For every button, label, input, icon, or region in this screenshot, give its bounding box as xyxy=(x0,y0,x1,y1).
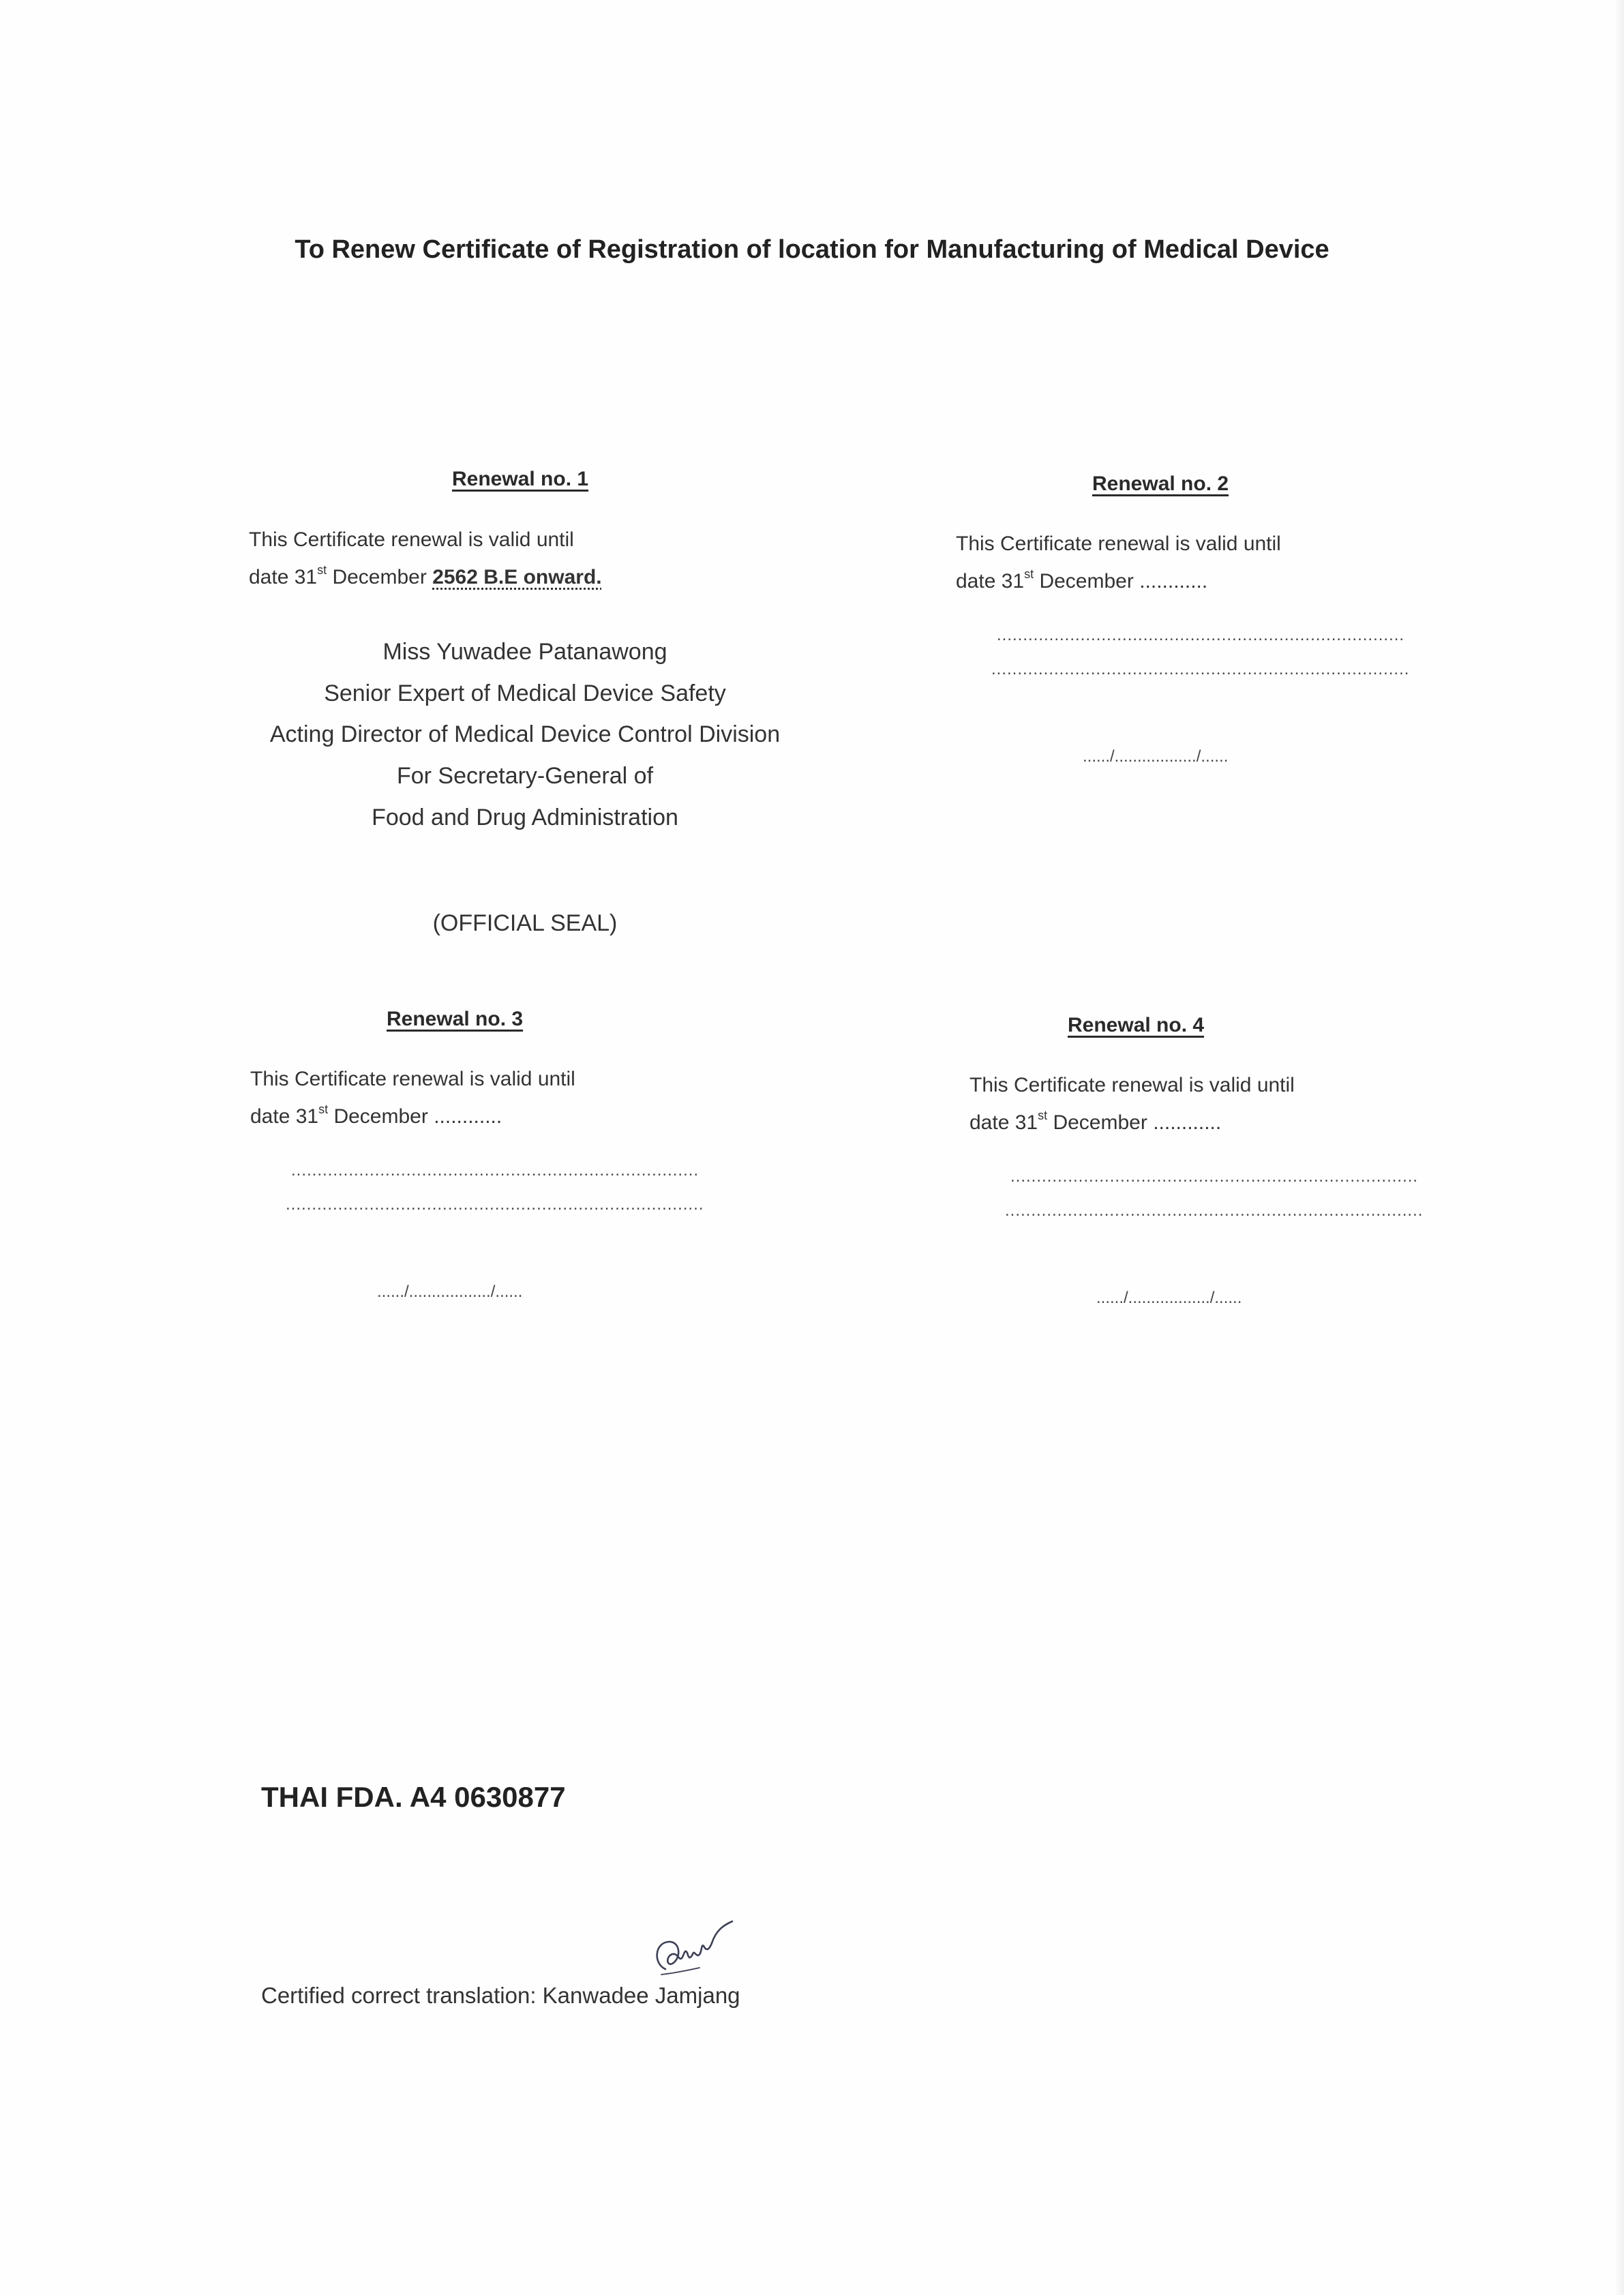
renewal-valid-label-3: This Certificate renewal is valid until xyxy=(250,1068,575,1090)
date-slots: ....../................../...... xyxy=(1096,1289,1242,1307)
date-ordinal: st xyxy=(1038,1109,1048,1122)
date-ordinal: st xyxy=(1024,567,1034,581)
date-value: 2562 B.E onward. xyxy=(432,566,602,588)
document-title: To Renew Certificate of Registration of location for Manufacturing of Medical Device xyxy=(295,235,1329,264)
signer-title-3: For Secretary-General of xyxy=(396,763,654,789)
date-value: ............ xyxy=(1139,570,1208,592)
signature-line-2: ................................................................................ xyxy=(991,660,1410,678)
date-prefix: date 31 xyxy=(969,1111,1038,1134)
date-value: ............ xyxy=(434,1105,502,1128)
signature-line-1: .............................................................................. xyxy=(1010,1167,1419,1186)
renewal-heading-4: Renewal no. 4 xyxy=(1068,1014,1205,1036)
date-ordinal: st xyxy=(317,563,327,577)
date-month: December xyxy=(1053,1111,1147,1134)
official-seal-note: (OFFICIAL SEAL) xyxy=(432,910,618,936)
reference-number: THAI FDA. A4 0630877 xyxy=(261,1781,566,1813)
signer-name: Miss Yuwadee Patanawong xyxy=(382,639,667,665)
signer-title-2: Acting Director of Medical Device Control Division xyxy=(269,721,781,747)
date-value: ............ xyxy=(1153,1111,1222,1134)
page-edge-shadow xyxy=(1614,0,1624,2295)
handwritten-signature-icon xyxy=(646,1916,749,1991)
date-ordinal: st xyxy=(318,1102,329,1116)
renewal-valid-label-2: This Certificate renewal is valid until xyxy=(956,532,1281,555)
renewal-valid-date-2 xyxy=(956,567,1208,593)
signature-line-1: .............................................................................. xyxy=(291,1161,700,1180)
renewal-valid-label-4: This Certificate renewal is valid until xyxy=(969,1074,1295,1096)
signer-title-1: Senior Expert of Medical Device Safety xyxy=(324,680,726,706)
signer-title-4: Food and Drug Administration xyxy=(372,805,678,830)
date-prefix: date 31 xyxy=(956,570,1025,592)
date-month: December xyxy=(332,566,427,588)
renewal-valid-label-1: This Certificate renewal is valid until xyxy=(249,528,574,551)
signature-line-1: .............................................................................. xyxy=(997,626,1405,644)
renewal-heading-3: Renewal no. 3 xyxy=(387,1008,524,1030)
date-slots: ....../................../...... xyxy=(1083,747,1229,766)
date-month: December xyxy=(1039,570,1134,592)
renewal-heading-2: Renewal no. 2 xyxy=(1092,472,1229,495)
date-slots: ....../................../...... xyxy=(377,1282,523,1301)
renewal-valid-date-3 xyxy=(250,1102,502,1128)
signature-line-2: ................................................................................ xyxy=(286,1195,704,1214)
date-month: December xyxy=(333,1105,428,1128)
signature-line-2: ................................................................................ xyxy=(1005,1201,1424,1220)
date-prefix: date 31 xyxy=(249,566,318,588)
renewal-heading-1: Renewal no. 1 xyxy=(452,468,589,490)
renewal-valid-date-1 xyxy=(249,563,602,589)
renewal-valid-date-4 xyxy=(969,1111,1221,1135)
certified-translation-line: Certified correct translation: Kanwadee Jamjang xyxy=(261,1983,740,2008)
date-prefix: date 31 xyxy=(250,1105,319,1128)
